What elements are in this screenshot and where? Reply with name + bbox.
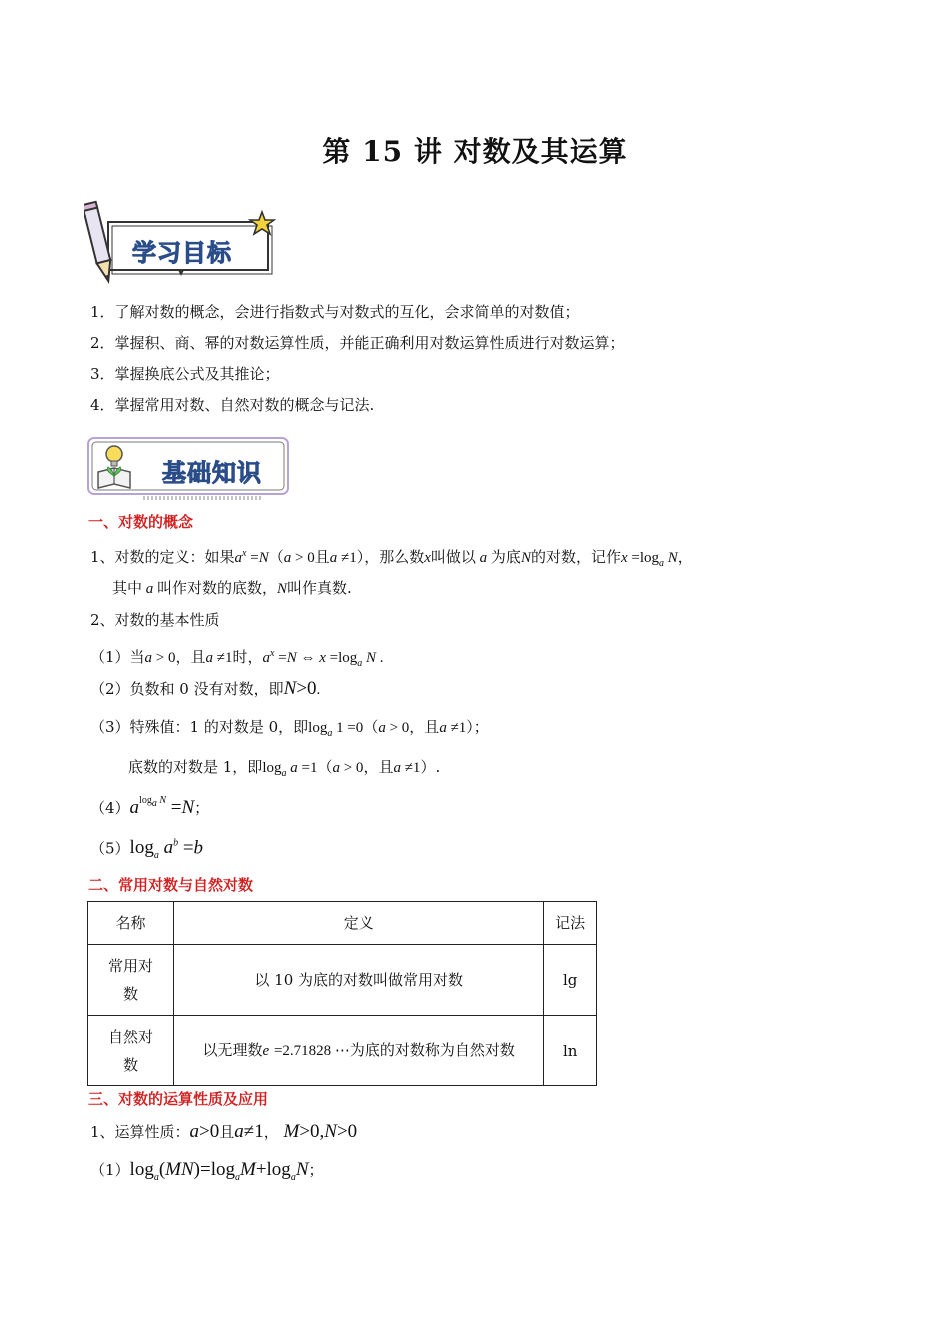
property-5: $(5)\log_a$ $a^b =b$ xyxy=(90,837,204,862)
table-cell-name: 常用对 数 xyxy=(88,945,174,1016)
section-heading: 二、常用对数与自然对数 xyxy=(88,876,254,894)
definition-line-2: 其中 a 叫作对数的底数，N叫作真数. xyxy=(112,579,352,597)
section-heading: 一、对数的概念 xyxy=(88,513,194,531)
page-title: 第 15 讲 对数及其运算 xyxy=(322,135,628,168)
table-header-cell: 定义 xyxy=(174,902,544,945)
table-header-row xyxy=(88,902,597,945)
section-heading: 三、对数的运算性质及应用 xyxy=(88,1090,269,1108)
property-2: （2）负数和 0 没有对数，即N>0. xyxy=(90,678,321,699)
property-3-line-2: 底数的对数是 1，即$\log_a a =1(a > 0$，且a ≠1）. xyxy=(128,758,441,779)
table-header-cell: 记法 xyxy=(544,902,597,945)
table-cell-definition: 以 10 为底的对数叫做常用对数 xyxy=(174,945,544,1016)
goal-item: 3．掌握换底公式及其推论； xyxy=(90,365,280,383)
learning-goals-banner xyxy=(84,200,284,290)
star-icon xyxy=(248,210,276,238)
goal-item: 1．了解对数的概念，会进行指数式与对数式的互化，会求简单的对数值； xyxy=(90,303,580,321)
goal-item: 4．掌握常用对数、自然对数的概念与记法. xyxy=(90,396,375,414)
rule-1: $(1)\log_a(MN)=\log_aM+\log_aN$； xyxy=(90,1159,324,1183)
property-1: （1）当a > 0，且a ≠1时，$a^x =N$ ⇔ $x =\log_a$ N . xyxy=(90,648,384,669)
table-cell-notation: ln xyxy=(544,1016,597,1086)
basic-knowledge-label: 基础知识 xyxy=(162,459,262,487)
property-4: $(4)a^{log_a N} =N$； xyxy=(90,795,210,818)
table-row xyxy=(88,945,597,1016)
definition-line: 1、对数的定义：如果$a^x =N(a > 0$且a ≠1），那么数x叫做以 a 为底N的对数，记作$x =\log_a$ N， xyxy=(90,548,693,569)
learning-goals-label: 学习目标 xyxy=(132,239,232,267)
goal-item: 2．掌握积、商、幂的对数运算性质，并能正确利用对数运算性质进行对数运算； xyxy=(90,334,625,352)
table-row xyxy=(88,1016,597,1086)
property-title: 2、对数的基本性质 xyxy=(90,611,220,629)
table-cell-name: 自然对 数 xyxy=(88,1016,174,1086)
basic-knowledge-banner xyxy=(84,432,294,504)
log-table xyxy=(87,901,597,1086)
table-cell-notation: lg xyxy=(544,945,597,1016)
table-cell-definition: 以无理数e =2.71828 ⋯为底的对数称为自然对数 xyxy=(174,1016,544,1086)
table-header-cell: 名称 xyxy=(88,902,174,945)
operation-property-line: 1、运算性质：a>0且a≠1， M>0,N>0 xyxy=(90,1121,358,1142)
property-3: （3）特殊值：1 的对数是 0，即$\log_a 1 =0(a > 0$，且a ≠1）； xyxy=(90,718,489,739)
